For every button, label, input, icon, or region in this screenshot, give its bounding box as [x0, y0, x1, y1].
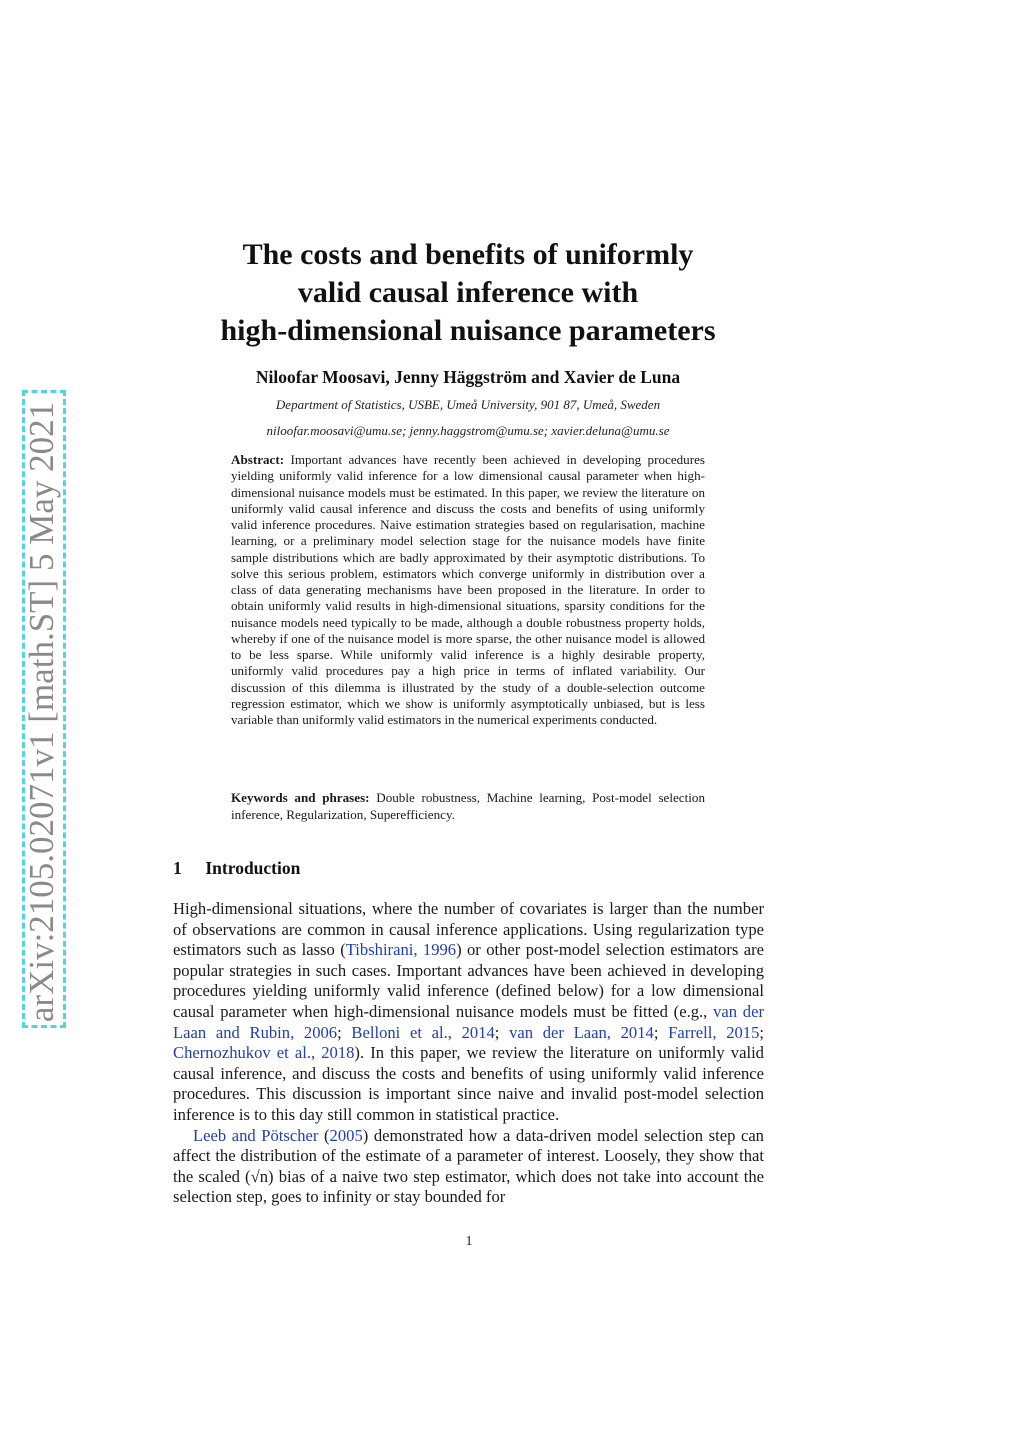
arxiv-identifier: arXiv:2105.02071v1 [math.ST] 5 May 2021	[22, 401, 61, 1023]
text-run: (	[318, 1125, 330, 1145]
affiliation: Department of Statistics, USBE, Umeå University, 901 87, Umeå, Sweden	[275, 397, 661, 412]
math-sqrt-n: √n	[250, 1166, 268, 1186]
keywords-label: Keywords and phrases:	[231, 790, 370, 805]
text-run: ;	[337, 1022, 352, 1042]
author-list: Niloofar Moosavi, Jenny Häggström and Xavier de Luna	[255, 367, 681, 387]
text-run: ;	[653, 1022, 669, 1042]
section-heading	[173, 858, 573, 879]
citation-link[interactable]: Leeb and Pötscher	[193, 1125, 319, 1145]
keywords	[231, 790, 705, 823]
abstract-text: Important advances have recently been achieved in developing procedures yielding uniformly valid inference for a low dimensional causal parameter when high-dimensional nuisance models must be estimated. In this paper, we review the literature on uniformly valid causal inference and discuss the costs and benefits of using uniformly valid inference procedures. Naive estimation strategies based on regularisation, machine learning, or a preliminary model selection stage for the nuisance models have finite sample distributions which are badly approximated by their asymptotic distributions. To solve this serious problem, estimators which converge uniformly in distribution over a class of data generating mechanisms have been proposed in the literature. In order to obtain uniformly valid results in high-dimensional situations, sparsity conditions for the nuisance models need typically to be made, although a double robustness property holds, whereby if one of the nuisance model is more sparse, the other nuisance model is allowed to be less sparse. While uniformly valid inference is a highly desirable property, uniformly valid procedures pay a high price in terms of inflated variability. Our discussion of this dilemma is illustrated by the study of a double-selection outcome regression estimator, which we show is uniformly asymptotically unbiased, but is less variable than uniformly valid estimators in the numerical experiments conducted.	[231, 452, 705, 727]
citation-link[interactable]: Tibshirani, 1996	[345, 940, 457, 960]
text-run: High-dimensional situations, where the number of covariates is larger than the number of observations are common in causal inference applications. Using regularization type estimators such as lasso (	[173, 899, 764, 960]
text-run: ;	[759, 1022, 765, 1042]
paragraph	[173, 899, 764, 1126]
citation-link[interactable]: van der Laan, 2014	[509, 1022, 654, 1042]
text-run: ) or other post-model selection estimators are popular strategies in such cases. Important advances have been achieved in developing procedures yielding uniformly valid inference (defined below) for a low dimensional causal parameter when high-dimensional nuisance models must be fitted (e.g.,	[173, 940, 764, 1021]
text-run: ;	[494, 1022, 510, 1042]
abstract	[231, 452, 705, 728]
citation-link[interactable]: Chernozhukov et al., 2018	[173, 1043, 355, 1063]
citation-link[interactable]: van der Laan and Rubin, 2006	[173, 1001, 764, 1042]
citation-link[interactable]: Farrell, 2015	[668, 1022, 760, 1042]
keywords-text: Double robustness, Machine learning, Post-model selection inference, Regularization, Superefficiency.	[231, 790, 705, 822]
citation-link[interactable]: 2005	[329, 1125, 363, 1145]
author-emails: niloofar.moosavi@umu.se; jenny.haggstrom@umu.se; xavier.deluna@umu.se	[266, 423, 670, 438]
title-line: The costs and benefits of uniformly	[242, 238, 694, 271]
section-number: 1	[173, 858, 182, 878]
title-line: high-dimensional nuisance parameters	[220, 314, 716, 347]
text-run: ) demonstrated how a data-driven model selection step can affect the distribution of the estimate of a parameter of interest. Loosely, they show that the scaled (	[173, 1125, 764, 1186]
section-title: Introduction	[205, 858, 301, 878]
paragraph	[173, 1126, 764, 1208]
citation-link[interactable]: Belloni et al., 2014	[351, 1022, 495, 1042]
page-number: 1	[465, 1234, 473, 1249]
title-line: valid causal inference with	[297, 276, 639, 309]
text-run: ) bias of a naive two step estimator, which does not take into account the selection step, goes to infinity or stay bounded for	[173, 1166, 764, 1207]
abstract-label: Abstract:	[231, 452, 285, 467]
paper-title	[160, 236, 776, 350]
text-run: ). In this paper, we review the literature on uniformly valid causal inference, and discuss the costs and benefits of using uniformly valid inference procedures. This discussion is important since naive and invalid post-model selection inference is to this day still common in statistical practice.	[173, 1043, 764, 1124]
body-text	[173, 899, 764, 1208]
